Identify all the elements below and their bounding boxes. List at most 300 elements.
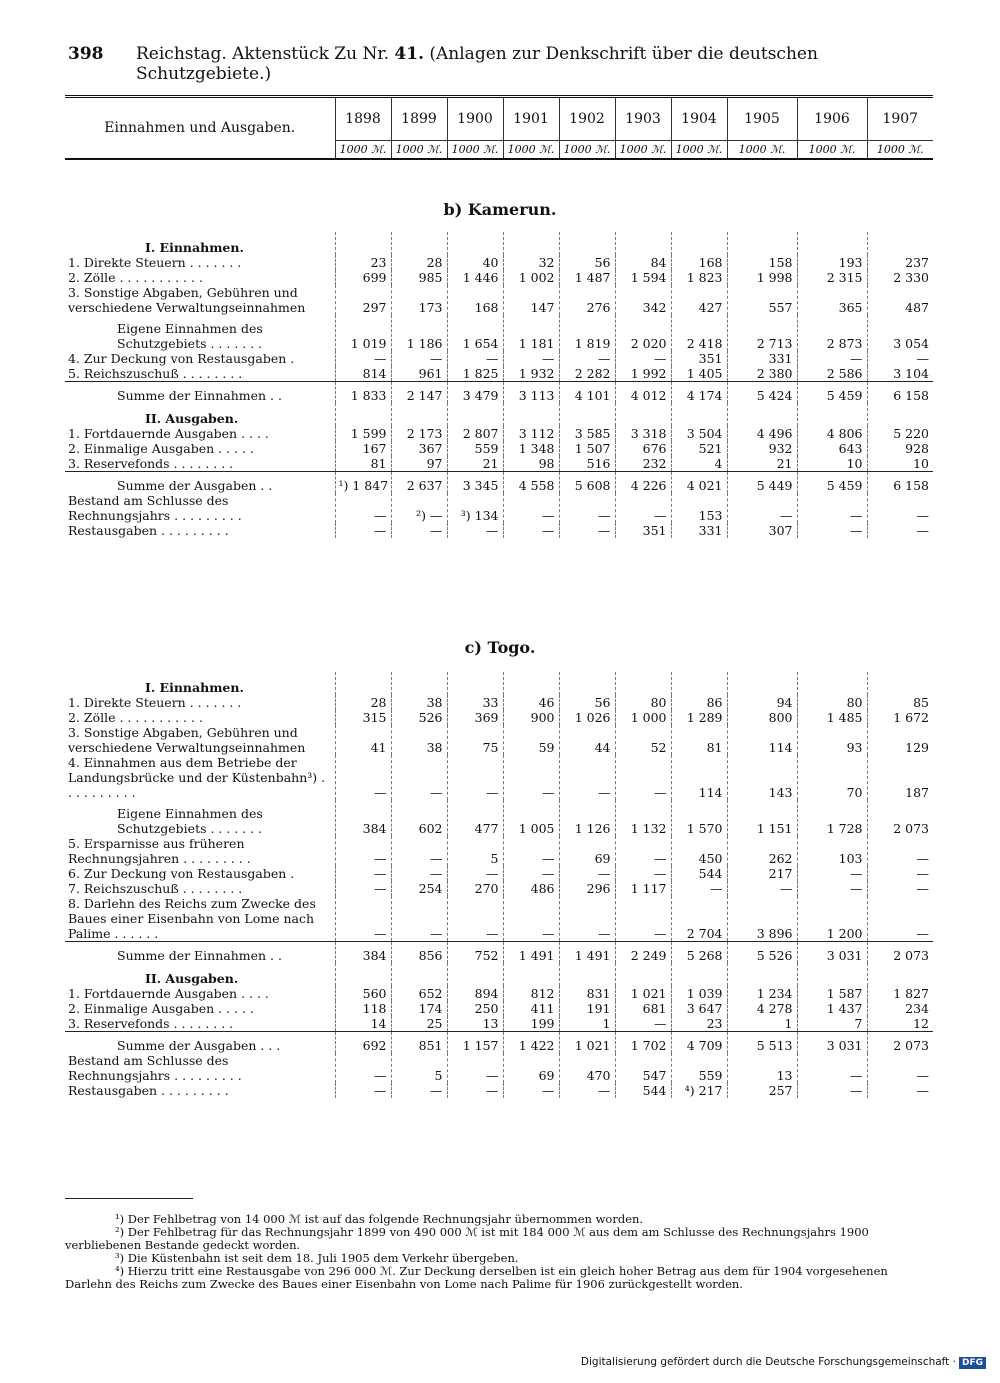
value-cell: 217 [727,866,797,881]
value-cell: 560 [335,986,391,1001]
section-title-togo: c) Togo. [464,638,536,657]
value-cell: 237 [867,255,933,270]
value-cell: 1 833 [335,382,391,404]
table-row [65,315,933,351]
value-cell: 3 054 [867,315,933,351]
value-cell: — [335,1053,391,1083]
value-cell [559,232,615,255]
value-cell: 2 807 [447,426,503,441]
table-row [65,270,933,285]
table-row [65,351,933,366]
value-cell [559,672,615,695]
value-cell: 315 [335,710,391,725]
value-cell [671,232,727,255]
value-cell: ¹) 1 847 [335,472,391,494]
value-cell: 331 [727,351,797,366]
value-cell: 1 021 [615,986,671,1001]
value-cell: 411 [503,1001,559,1016]
row-label: 3. Reservefonds . . . . . . . . [68,456,234,471]
value-cell: 1 992 [615,366,671,382]
table-row [65,710,933,725]
value-cell: 547 [615,1053,671,1083]
value-cell: — [503,351,559,366]
value-cell: — [797,493,867,523]
value-cell: 193 [797,255,867,270]
value-cell: — [727,881,797,896]
value-cell: 2 713 [727,315,797,351]
value-cell [503,963,559,986]
value-cell: 351 [615,523,671,538]
value-cell: — [503,896,559,942]
value-cell: 342 [615,285,671,315]
value-cell: 129 [867,725,933,755]
value-cell: 1 405 [671,366,727,382]
title-suffix: (Anlagen zur Denkschrift über die deutschen Schutzgebiete.) [136,44,818,84]
value-cell: 1 594 [615,270,671,285]
value-cell: 4 806 [797,426,867,441]
value-cell: 70 [797,755,867,800]
value-cell: 516 [559,456,615,472]
value-cell: 234 [867,1001,933,1016]
value-cell: 2 073 [867,942,933,964]
value-cell: 6 158 [867,472,933,494]
value-cell: — [447,866,503,881]
value-cell: — [671,881,727,896]
value-cell: — [559,896,615,942]
value-cell: 800 [727,710,797,725]
value-cell: — [867,493,933,523]
value-cell: ⁴) 217 [671,1083,727,1098]
row-label: 5. Ersparnisse aus früheren Rechnungsjahren . . . . . . . . . [68,836,251,866]
value-cell [727,672,797,695]
value-cell: 5 220 [867,426,933,441]
value-cell: 4 558 [503,472,559,494]
value-cell: 1 932 [503,366,559,382]
year-header: 1902 [559,97,615,141]
value-cell: 168 [447,285,503,315]
value-cell: — [391,1083,447,1098]
value-cell: 557 [727,285,797,315]
value-cell: — [559,755,615,800]
page-title [136,44,930,84]
value-cell: 199 [503,1016,559,1032]
value-cell: 1 [559,1016,615,1032]
value-cell [447,403,503,426]
footnotes [65,1213,933,1291]
value-cell [727,403,797,426]
value-cell [727,963,797,986]
value-cell: 28 [335,695,391,710]
value-cell: 1 672 [867,710,933,725]
value-cell: — [797,351,867,366]
row-label: 3. Reservefonds . . . . . . . . [68,1016,234,1031]
value-cell: 1 827 [867,986,933,1001]
value-cell: 1 587 [797,986,867,1001]
value-cell: — [867,523,933,538]
value-cell [447,672,503,695]
unit-header: 1000 ℳ. [447,141,503,160]
row-label: Bestand am Schlusse des Rechnungsjahrs . . . . . . . . . [68,493,242,523]
value-cell: 2 704 [671,896,727,942]
value-cell: — [503,836,559,866]
value-cell: 3 318 [615,426,671,441]
value-cell: 254 [391,881,447,896]
value-cell: 38 [391,725,447,755]
value-cell [391,403,447,426]
value-cell: 3 113 [503,382,559,404]
value-cell: — [335,523,391,538]
table-row [65,986,933,1001]
value-cell: 985 [391,270,447,285]
value-cell: 12 [867,1016,933,1032]
table-row [65,456,933,472]
value-cell [335,963,391,986]
value-cell: 3 112 [503,426,559,441]
value-cell [335,232,391,255]
value-cell: 1 819 [559,315,615,351]
dfg-logo: DFG [959,1357,986,1369]
value-cell: — [797,881,867,896]
value-cell: — [867,866,933,881]
value-cell: 1 002 [503,270,559,285]
value-cell: 351 [671,351,727,366]
year-header: 1907 [867,97,933,141]
value-cell: 932 [727,441,797,456]
value-cell: 1 132 [615,800,671,836]
value-cell: 21 [447,456,503,472]
year-header: 1900 [447,97,503,141]
value-cell: 13 [727,1053,797,1083]
table-row [65,255,933,270]
value-cell: 3 896 [727,896,797,942]
value-cell: — [867,836,933,866]
value-cell: — [447,351,503,366]
value-cell: 5 513 [727,1032,797,1054]
value-cell: 3 504 [671,426,727,441]
value-cell: 544 [615,1083,671,1098]
value-cell [615,963,671,986]
value-cell: 174 [391,1001,447,1016]
value-cell [797,672,867,695]
value-cell: 3 345 [447,472,503,494]
value-cell: 33 [447,695,503,710]
value-cell: 296 [559,881,615,896]
value-cell: 1 485 [797,710,867,725]
year-header: 1905 [727,97,797,141]
value-cell: 14 [335,1016,391,1032]
value-cell: 38 [391,695,447,710]
value-cell: 752 [447,942,503,964]
value-cell: 4 174 [671,382,727,404]
value-cell: 602 [391,800,447,836]
value-cell: 851 [391,1032,447,1054]
value-cell: 365 [797,285,867,315]
value-cell: 856 [391,942,447,964]
value-cell: 1 487 [559,270,615,285]
value-cell: 143 [727,755,797,800]
value-cell: 814 [335,366,391,382]
value-cell [447,232,503,255]
value-cell: 1 570 [671,800,727,836]
value-cell: 676 [615,441,671,456]
table-row [65,800,933,836]
column-header-table [65,95,933,160]
value-cell [797,963,867,986]
value-cell: 1 289 [671,710,727,725]
table-row [65,1083,933,1098]
value-cell: 1 422 [503,1032,559,1054]
value-cell: 307 [727,523,797,538]
row-label: 6. Zur Deckung von Restausgaben . [68,866,295,881]
row-label: Summe der Einnahmen . . [65,942,335,964]
value-cell: — [391,351,447,366]
value-cell: 1 437 [797,1001,867,1016]
value-cell: 250 [447,1001,503,1016]
value-cell: 56 [559,255,615,270]
value-cell: 2 173 [391,426,447,441]
value-cell: — [335,896,391,942]
value-cell: 1 000 [615,710,671,725]
value-cell [503,672,559,695]
value-cell: 114 [727,725,797,755]
value-cell: — [447,755,503,800]
value-cell: 1 181 [503,315,559,351]
value-cell: 559 [671,1053,727,1083]
value-cell: 1 599 [335,426,391,441]
value-cell [391,672,447,695]
value-cell: 158 [727,255,797,270]
value-cell: 93 [797,725,867,755]
value-cell: 25 [391,1016,447,1032]
value-cell: 1 234 [727,986,797,1001]
table-row [65,695,933,710]
row-label: 1. Fortdauernde Ausgaben . . . . [68,986,269,1001]
row-label: I. Einnahmen. [145,680,244,695]
value-cell: 114 [671,755,727,800]
value-cell: 10 [797,456,867,472]
row-label: 4. Einnahmen aus dem Betriebe der Landungsbrücke und der Küstenbahn³) . . . . . . . . . . [68,755,326,800]
value-cell [797,232,867,255]
value-cell: 98 [503,456,559,472]
value-cell: 270 [447,881,503,896]
value-cell [559,403,615,426]
value-cell: 1 348 [503,441,559,456]
value-cell: 69 [559,836,615,866]
value-cell: — [503,493,559,523]
value-cell: 81 [335,456,391,472]
value-cell [615,403,671,426]
row-label: 3. Sonstige Abgaben, Gebühren und verschiedene Verwaltungseinnahmen [68,285,306,315]
value-cell: 1 126 [559,800,615,836]
row-label: 2. Einmalige Ausgaben . . . . . [68,1001,254,1016]
value-cell: 1 200 [797,896,867,942]
value-cell: — [615,866,671,881]
table-row [65,441,933,456]
value-cell: — [797,523,867,538]
value-cell: 367 [391,441,447,456]
row-label: Eigene Einnahmen des Schutzgebiets . . . . . . . [117,321,263,351]
value-cell: — [391,866,447,881]
value-cell: 13 [447,1016,503,1032]
footnote: ⁴) Hierzu tritt eine Restausgabe von 296 000 ℳ. Zur Deckung derselben ist ein gleich hoher Betrag aus dem für 1904 vorgesehenen Darlehn des Reichs zum Zwecke des Baues einer Eisenbahn von Lome nach Palime für 1906 zurückgestellt worden. [65,1264,888,1291]
table-row [65,523,933,538]
unit-header: 1000 ℳ. [503,141,559,160]
value-cell: 1 021 [559,1032,615,1054]
value-cell [615,672,671,695]
value-cell: — [503,523,559,538]
value-cell: 544 [671,866,727,881]
value-cell [559,963,615,986]
value-cell: 831 [559,986,615,1001]
value-cell: 2 073 [867,1032,933,1054]
table-row [65,896,933,942]
value-cell: 85 [867,695,933,710]
value-cell: 2 282 [559,366,615,382]
unit-header: 1000 ℳ. [391,141,447,160]
unit-header: 1000 ℳ. [671,141,727,160]
value-cell: ²) — [391,493,447,523]
value-cell: 5 [391,1053,447,1083]
value-cell [391,232,447,255]
value-cell: 681 [615,1001,671,1016]
value-cell: 4 012 [615,382,671,404]
value-cell [867,232,933,255]
value-cell: 3 479 [447,382,503,404]
value-cell: — [447,1083,503,1098]
table-row [65,1016,933,1032]
table-row [65,836,933,866]
value-cell: 28 [391,255,447,270]
row-label: 1. Direkte Steuern . . . . . . . [68,695,242,710]
value-cell: 1 [727,1016,797,1032]
value-cell: — [615,755,671,800]
value-cell: 1 019 [335,315,391,351]
table-row [65,1053,933,1083]
value-cell: 1 186 [391,315,447,351]
value-cell: 526 [391,710,447,725]
table-row [65,382,933,404]
value-cell: 384 [335,942,391,964]
section-title-kamerun: b) Kamerun. [443,200,557,219]
value-cell: 75 [447,725,503,755]
value-cell: 94 [727,695,797,710]
value-cell: 1 005 [503,800,559,836]
row-label: Eigene Einnahmen des Schutzgebiets . . . . . . . [117,806,263,836]
value-cell: 331 [671,523,727,538]
value-cell: 262 [727,836,797,866]
unit-header: 1000 ℳ. [727,141,797,160]
row-label: Restausgaben . . . . . . . . . [68,1083,229,1098]
table-row [65,366,933,382]
value-cell: — [867,351,933,366]
value-cell: 7 [797,1016,867,1032]
value-cell: 5 526 [727,942,797,964]
value-cell: 80 [615,695,671,710]
year-header: 1904 [671,97,727,141]
value-cell: 928 [867,441,933,456]
title-prefix: Reichstag. Aktenstück Zu Nr. [136,44,389,64]
value-cell: 59 [503,725,559,755]
row-label: 3. Sonstige Abgaben, Gebühren und verschiedene Verwaltungseinnahmen [68,725,306,755]
value-cell: 32 [503,255,559,270]
unit-header: 1000 ℳ. [867,141,933,160]
value-cell: 894 [447,986,503,1001]
value-cell: 41 [335,725,391,755]
year-header: 1906 [797,97,867,141]
value-cell: 961 [391,366,447,382]
value-cell: — [503,866,559,881]
value-cell: 2 249 [615,942,671,964]
value-cell: 40 [447,255,503,270]
togo-table [65,672,933,1098]
row-label: Summe der Ausgaben . . . [65,1032,335,1054]
header-label: Einnahmen und Ausgaben. [104,120,296,136]
value-cell: ³) 134 [447,493,503,523]
value-cell: — [335,1083,391,1098]
value-cell: — [615,1016,671,1032]
value-cell: 21 [727,456,797,472]
value-cell: 2 380 [727,366,797,382]
value-cell: 652 [391,986,447,1001]
value-cell: 3 031 [797,1032,867,1054]
value-cell: — [335,351,391,366]
value-cell: 1 117 [615,881,671,896]
unit-header: 1000 ℳ. [335,141,391,160]
value-cell: 297 [335,285,391,315]
row-label: 1. Direkte Steuern . . . . . . . [68,255,242,270]
row-label: 2. Zölle . . . . . . . . . . . [68,270,203,285]
value-cell: 4 226 [615,472,671,494]
value-cell: 1 491 [559,942,615,964]
value-cell: 477 [447,800,503,836]
value-cell: 486 [503,881,559,896]
value-cell: 1 039 [671,986,727,1001]
value-cell: 103 [797,836,867,866]
value-cell: 812 [503,986,559,1001]
value-cell: — [867,1083,933,1098]
credit-text: Digitalisierung gefördert durch die Deutsche Forschungsgemeinschaft · [580,1356,956,1368]
value-cell: 4 496 [727,426,797,441]
value-cell: 44 [559,725,615,755]
value-cell: — [559,1083,615,1098]
table-row [65,881,933,896]
row-label: Summe der Einnahmen . . [65,382,335,404]
value-cell: 84 [615,255,671,270]
value-cell: 3 585 [559,426,615,441]
row-label: 4. Zur Deckung von Restausgaben . [68,351,295,366]
value-cell: — [335,836,391,866]
value-cell: 1 491 [503,942,559,964]
table-row [65,963,933,986]
row-label: 5. Reichszuschuß . . . . . . . . [68,366,243,381]
table-row [65,866,933,881]
year-header: 1899 [391,97,447,141]
value-cell: 2 330 [867,270,933,285]
value-cell: 692 [335,1032,391,1054]
unit-header: 1000 ℳ. [615,141,671,160]
value-cell: 23 [335,255,391,270]
value-cell: — [391,836,447,866]
value-cell: 5 459 [797,472,867,494]
table-row [65,403,933,426]
value-cell: 23 [671,1016,727,1032]
value-cell: 46 [503,695,559,710]
value-cell: 4 278 [727,1001,797,1016]
value-cell: 232 [615,456,671,472]
value-cell: 643 [797,441,867,456]
value-cell: 5 268 [671,942,727,964]
value-cell: 384 [335,800,391,836]
